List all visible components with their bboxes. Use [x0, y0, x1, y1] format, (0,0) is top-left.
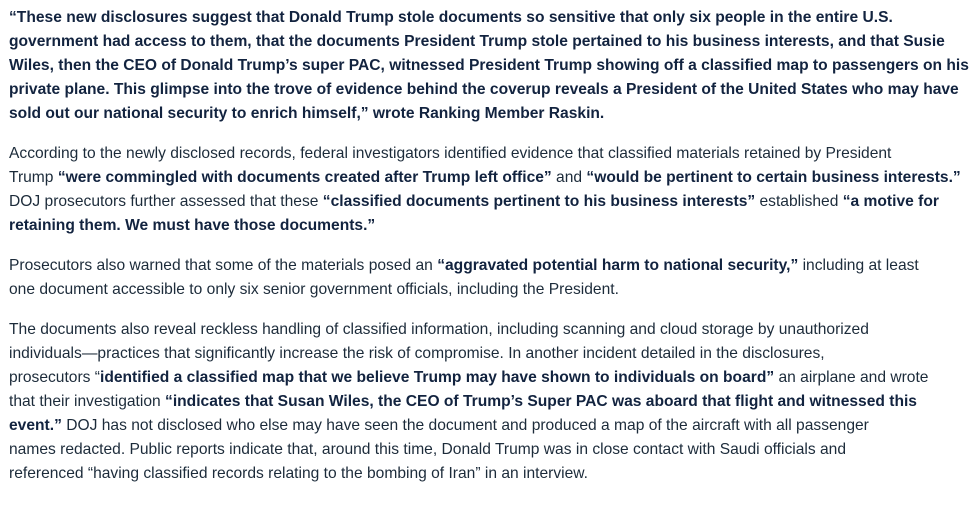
text-line: [9, 214, 969, 238]
text-line: [9, 366, 969, 390]
body-text: established: [755, 193, 843, 210]
article-body: [9, 6, 969, 502]
body-text: including at least: [798, 257, 919, 274]
body-text: that their investigation: [9, 393, 166, 410]
text-line: [9, 342, 969, 366]
body-text: prosecutors “: [9, 369, 100, 386]
text-line: [9, 166, 969, 190]
body-text: individuals—practices that significantly increase the risk of compromise. In another incident detailed in the disclosures,: [9, 345, 825, 362]
text-line: [9, 30, 969, 54]
bold-quote: sold out our national security to enrich himself,” wrote Ranking Member Raskin.: [9, 105, 605, 122]
text-line: [9, 462, 969, 486]
text-line: [9, 102, 969, 126]
paragraph-raskin-quote: [9, 6, 969, 126]
body-text: According to the newly disclosed records, federal investigators identified evidence that classified materials retained by President: [9, 145, 892, 162]
bold-quote: “would be pertinent to certain business interests.”: [586, 169, 961, 186]
paragraph-national-security: [9, 254, 969, 302]
body-text: Trump: [9, 169, 58, 186]
body-text: referenced “having classified records relating to the bombing of Iran” in an interview.: [9, 465, 589, 482]
text-line: [9, 390, 969, 414]
body-text: The documents also reveal reckless handling of classified information, including scanning and cloud storage by unauthorized: [9, 321, 869, 338]
text-line: [9, 190, 969, 214]
text-line: [9, 278, 969, 302]
text-line: [9, 254, 969, 278]
bold-quote: private plane. This glimpse into the trove of evidence behind the coverup reveals a President of the United States who may have: [9, 81, 959, 98]
text-line: [9, 318, 969, 342]
text-line: [9, 6, 969, 30]
bold-quote: “a motive for: [842, 193, 939, 210]
body-text: names redacted. Public reports indicate that, around this time, Donald Trump was in close contact with Saudi officials and: [9, 441, 847, 458]
text-line: [9, 438, 969, 462]
bold-quote: event.”: [9, 417, 62, 434]
body-text: DOJ prosecutors further assessed that these: [9, 193, 323, 210]
bold-quote: retaining them. We must have those documents.”: [9, 217, 376, 234]
body-text: Prosecutors also warned that some of the materials posed an: [9, 257, 438, 274]
paragraph-classified-map: [9, 318, 969, 486]
bold-quote: government had access to them, that the documents President Trump stole pertained to his business interests, and that Susie: [9, 33, 945, 50]
bold-quote: “indicates that Susan Wiles, the CEO of Trump’s Super PAC was aboard that flight and witnessed this: [165, 393, 917, 410]
bold-quote: “aggravated potential harm to national security,”: [437, 257, 799, 274]
text-line: [9, 78, 969, 102]
bold-quote: “were commingled with documents created after Trump left office”: [57, 169, 552, 186]
body-text: DOJ has not disclosed who else may have seen the document and produced a map of the aircraft with all passenger: [61, 417, 869, 434]
bold-quote: identified a classified map that we believe Trump may have shown to individuals on board”: [100, 369, 775, 386]
body-text: and: [551, 169, 587, 186]
text-line: [9, 414, 969, 438]
paragraph-business-interests: [9, 142, 969, 238]
bold-quote: “These new disclosures suggest that Donald Trump stole documents so sensitive that only six people in the entire U.S.: [9, 9, 893, 26]
body-text: one document accessible to only six senior government officials, including the President.: [9, 281, 619, 298]
bold-quote: “classified documents pertinent to his business interests”: [322, 193, 756, 210]
text-line: [9, 54, 969, 78]
bold-quote: Wiles, then the CEO of Donald Trump’s super PAC, witnessed President Trump showing off a classified map to passengers on his: [9, 57, 969, 74]
body-text: an airplane and wrote: [774, 369, 929, 386]
text-line: [9, 142, 969, 166]
